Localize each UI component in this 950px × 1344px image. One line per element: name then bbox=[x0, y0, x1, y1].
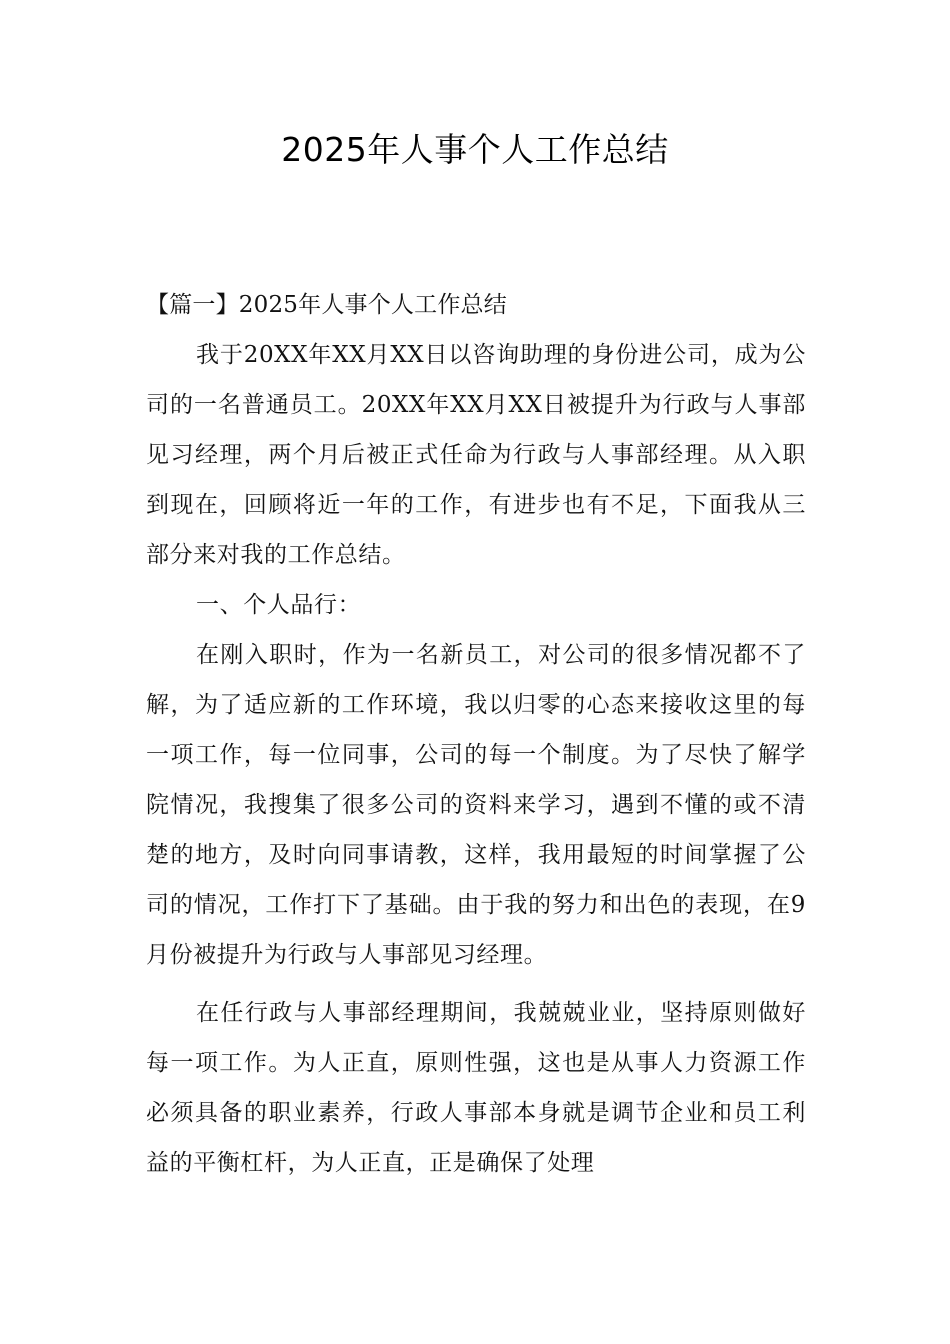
paragraph-subheading-personal-conduct: 一、个人品行： bbox=[196, 592, 362, 618]
document-title: 2025年人事个人工作总结 bbox=[281, 130, 669, 169]
document-body bbox=[146, 280, 806, 1188]
paragraph-intro: 我于20XX年XX月XX日以咨询助理的身份进公司，成为公司的一名普通员工。20XX年XX月XX日被提升为行政与人事部见习经理，两个月后被正式任命为行政与人事部经理。从入职到现在，回顾将近一年的工作，有进步也有不足，下面我从三部分来对我的工作总结。 bbox=[146, 342, 806, 568]
paragraph-manager-tenure: 在任行政与人事部经理期间，我兢兢业业，坚持原则做好每一项工作。为人正直，原则性强，这也是从事人力资源工作必须具备的职业素养，行政人事部本身就是调节企业和员工利益的平衡杠杆，为人正直，正是确保了处理 bbox=[146, 1000, 806, 1176]
section-heading: 【篇一】2025年人事个人工作总结 bbox=[146, 292, 507, 318]
paragraph-onboarding: 在刚入职时，作为一名新员工，对公司的很多情况都不了解，为了适应新的工作环境，我以归零的心态来接收这里的每一项工作，每一位同事，公司的每一个制度。为了尽快了解学院情况，我搜集了很多公司的资料来学习，遇到不懂的或不清楚的地方，及时向同事请教，这样，我用最短的时间掌握了公司的情况，工作打下了基础。由于我的努力和出色的表现，在9月份被提升为行政与人事部见习经理。 bbox=[146, 642, 806, 968]
